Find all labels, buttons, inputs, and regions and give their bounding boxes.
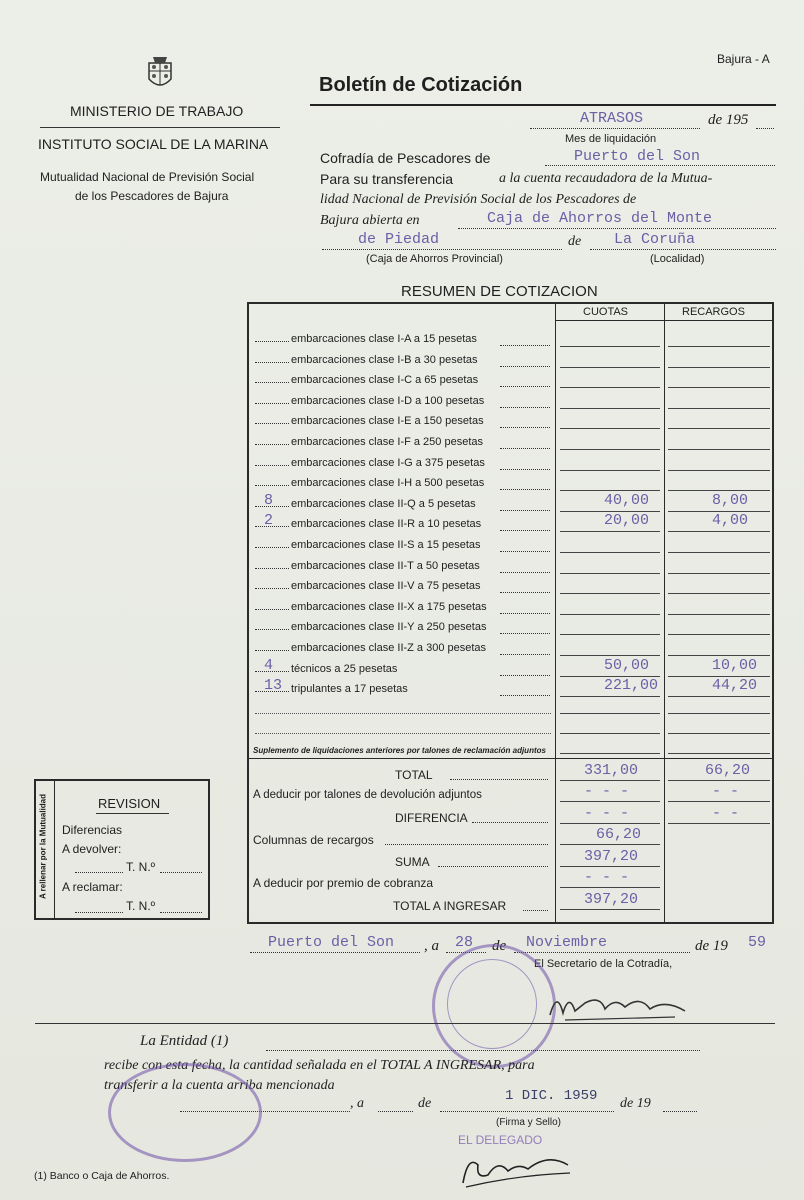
transfer-text-1: a la cuenta recaudadora de la Mutua- [499,171,713,186]
firma-lugar: Puerto del Son [268,934,395,951]
diferencia-recargo: - - [712,805,740,822]
firma-dia: 28 [455,934,474,951]
suma-label: SUMA [395,855,430,869]
resumen-row-label [255,436,483,448]
resumen-row-label [255,663,397,675]
columnas-value: 66,20 [596,826,642,843]
entidad-de19: de 19 [620,1096,651,1111]
resumen-row-label [255,498,476,510]
resumen-row-label [255,415,484,427]
resumen-row-text: embarcaciones clase II-X a 175 pesetas [291,601,487,613]
resumen-row-text: embarcaciones clase II-Z a 300 pesetas [291,642,487,654]
revision-side-label: A rellenar por la Mutualidad [38,793,48,900]
page-title: Boletín de Cotización [319,74,523,96]
date-stamp: 1 DIC. 1959 [505,1088,598,1104]
resumen-row-cuota: 20,00 [604,512,650,529]
devolver-tn: T. N.º [126,860,156,874]
mes-value: ATRASOS [580,110,644,127]
total-label: TOTAL [395,768,433,782]
resumen-row-text: embarcaciones clase II-Q a 5 pesetas [291,498,476,510]
resumen-row-label [255,395,484,407]
diferencias-label: Diferencias [62,823,123,837]
resumen-row-cuota: 221,00 [604,677,659,694]
resumen-row-qty: 8 [264,492,274,509]
entidad-line-2: transferir a la cuenta arriba mencionada [104,1078,335,1093]
resumen-row-qty: 2 [264,512,274,529]
resumen-row-qty: 13 [264,677,283,694]
institute-name: INSTITUTO SOCIAL DE LA MARINA [38,136,269,152]
ingresar-value: 397,20 [584,891,639,908]
resumen-row-label [255,580,481,592]
localidad-caption: (Localidad) [650,253,705,265]
resumen-row-text: embarcaciones clase I-H a 500 pesetas [291,477,485,489]
entidad-line-1: recibe con esta fecha, la cantidad señalada en el TOTAL A INGRESAR, para [104,1058,535,1073]
resumen-row-recargo: 4,00 [712,512,749,529]
firma-anio-prefix: de 19 [695,938,728,954]
resumen-row-text: tripulantes a 17 pesetas [291,683,408,695]
firma-de: de [492,938,507,954]
entidad-de: de [418,1096,432,1111]
devolver-label: A devolver: [62,842,122,856]
resumen-row-text: embarcaciones clase I-B a 30 pesetas [291,354,478,366]
resumen-row-label [255,560,480,572]
delegate-signature-icon [458,1145,578,1190]
ministry-name: MINISTERIO DE TRABAJO [70,103,244,119]
resumen-row-text: embarcaciones clase II-S a 15 pesetas [291,539,481,551]
resumen-row-label [255,333,477,345]
diferencia-label: DIFERENCIA [395,811,468,825]
columnas-label: Columnas de recargos [253,833,374,847]
premio-value: - - - [584,869,630,886]
total-cuota: 331,00 [584,762,639,779]
resumen-row-cuota: 50,00 [604,657,650,674]
footnote: (1) Banco o Caja de Ahorros. [34,1170,170,1182]
cofradia-label: Cofradía de Pescadores de [320,150,491,166]
delegado-stamp: EL DELEGADO [458,1133,543,1147]
diferencia-cuota: - - - [584,805,630,822]
cofradia-value: Puerto del Son [574,148,701,165]
suma-value: 397,20 [584,848,639,865]
form-code: Bajura - A [717,52,770,66]
resumen-row-text: embarcaciones clase I-E a 150 pesetas [291,415,484,427]
caja-value-2: de Piedad [358,231,440,248]
deducir-label: A deducir por talones de devolución adjuntos [253,789,482,801]
localidad-value: La Coruña [614,231,696,248]
suplemento-label: Suplemento de liquidaciones anteriores por talones de reclamación adjuntos [253,746,546,755]
firma-anio: 59 [748,934,767,951]
resumen-row-text: embarcaciones clase II-V a 75 pesetas [291,580,481,592]
secretario-label: El Secretario de la Cotradía, [534,958,673,970]
reclamar-label: A reclamar: [62,880,123,894]
resumen-row-label [255,457,485,469]
resumen-row-text: embarcaciones clase I-G a 375 pesetas [291,457,485,469]
revision-title: REVISION [98,796,161,811]
resumen-row-cuota: 40,00 [604,492,650,509]
resumen-row-text: embarcaciones clase I-C a 65 pesetas [291,374,479,386]
de-label: de [568,234,582,249]
resumen-row-text: embarcaciones clase II-R a 10 pesetas [291,518,482,530]
mutualidad-line-2: de los Pescadores de Bajura [75,189,229,203]
col-cuotas-header: CUOTAS [583,306,629,318]
coat-of-arms-icon [143,55,177,95]
resumen-row-recargo: 8,00 [712,492,749,509]
mes-caption: Mes de liquidación [565,133,657,145]
premio-label: A deducir por premio de cobranza [253,876,434,890]
resumen-row-text: embarcaciones clase II-T a 50 pesetas [291,560,480,572]
resumen-row-text: embarcaciones clase I-F a 250 pesetas [291,436,483,448]
firma-sello-label: (Firma y Sello) [496,1117,562,1128]
resumen-row-text: técnicos a 25 pesetas [291,663,398,675]
total-recargo: 66,20 [705,762,751,779]
resumen-title: RESUMEN DE COTIZACION [401,283,598,300]
resumen-row-text: embarcaciones clase I-A a 15 pesetas [291,333,477,345]
transfer-text-2: lidad Nacional de Previsión Social de los Pescadores de [320,192,637,207]
resumen-row-recargo: 10,00 [712,657,758,674]
resumen-row-qty: 4 [264,657,274,674]
resumen-row-label [255,621,486,633]
deducir-recargo: - - [712,783,740,800]
mes-suffix: de 195 [708,112,749,128]
firma-mes: Noviembre [526,934,608,951]
resumen-row-label [255,642,486,654]
transfer-label: Para su transferencia [320,171,454,187]
resumen-row-label [255,518,481,530]
resumen-row-label [255,601,487,613]
entidad-a: , a [350,1096,364,1111]
mutualidad-line-1: Mutualidad Nacional de Previsión Social [40,170,255,184]
ingresar-label: TOTAL A INGRESAR [393,899,507,913]
resumen-row-label [255,354,478,366]
secretary-signature-icon [545,985,695,1025]
caja-caption: (Caja de Ahorros Provincial) [366,253,503,265]
resumen-row-label [255,374,478,386]
deducir-cuota: - - - [584,783,630,800]
resumen-row-text: embarcaciones clase II-Y a 250 pesetas [291,621,487,633]
resumen-row-recargo: 44,20 [712,677,758,694]
resumen-row-label [255,477,484,489]
entity-stamp-icon [108,1063,262,1162]
bajura-label: Bajura abierta en [320,213,420,228]
caja-value-1: Caja de Ahorros del Monte [487,210,713,227]
reclamar-tn: T. N.º [126,899,156,913]
col-recargos-header: RECARGOS [682,306,745,318]
entidad-title: La Entidad (1) [140,1033,229,1049]
resumen-row-text: embarcaciones clase I-D a 100 pesetas [291,395,485,407]
firma-a: , a [424,938,439,954]
resumen-row-label [255,539,481,551]
